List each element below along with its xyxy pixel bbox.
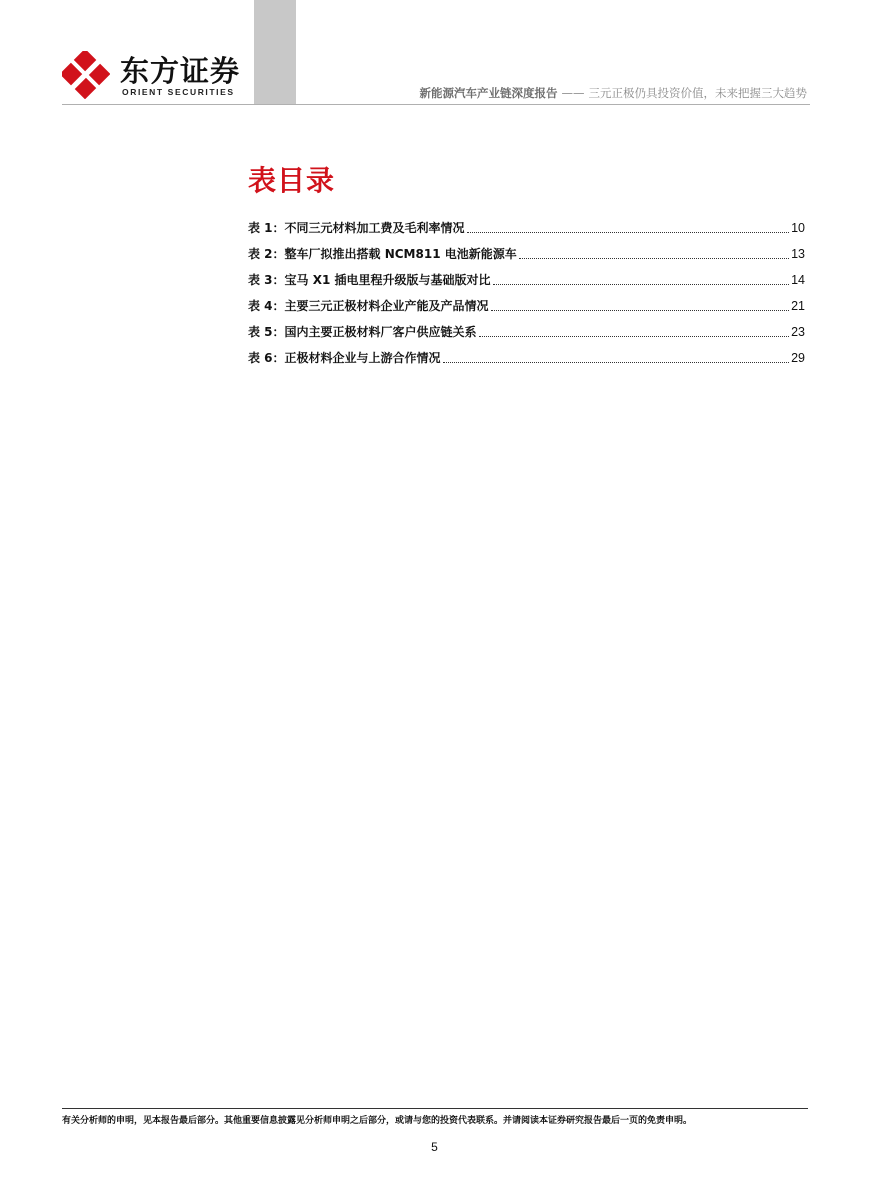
toc-entry-page[interactable]: 14 xyxy=(791,273,805,287)
report-header-title xyxy=(420,86,808,100)
report-subtitle: 三元正极仍具投资价值，未来把握三大趋势 xyxy=(588,86,807,100)
toc-entry[interactable] xyxy=(248,247,805,273)
footer-divider xyxy=(62,1108,808,1109)
toc-entry[interactable] xyxy=(248,351,805,377)
table-of-tables xyxy=(248,221,805,377)
page-number: 5 xyxy=(431,1140,438,1154)
toc-dot-leader xyxy=(467,231,790,233)
toc-entry-label[interactable]: 表 4：主要三元正极材料企业产能及产品情况 xyxy=(248,299,489,313)
toc-entry[interactable] xyxy=(248,299,805,325)
toc-entry-page[interactable]: 10 xyxy=(791,221,805,235)
toc-heading: 表目录 xyxy=(248,164,336,197)
report-title: 新能源汽车产业链深度报告 xyxy=(419,86,558,100)
footer-disclaimer: 有关分析师的申明，见本报告最后部分。其他重要信息披露见分析师申明之后部分，或请与您的投资代表联系。并请阅读本证券研究报告最后一页的免责申明。 xyxy=(62,1116,693,1126)
toc-entry[interactable] xyxy=(248,221,805,247)
toc-dot-leader xyxy=(519,257,789,259)
toc-entry-page[interactable]: 21 xyxy=(791,299,805,313)
header-gray-band xyxy=(254,0,296,104)
toc-dot-leader xyxy=(443,361,790,363)
orient-securities-logo-icon xyxy=(62,51,110,99)
logo-english-text: ORIENT SECURITIES xyxy=(122,87,235,97)
toc-entry[interactable] xyxy=(248,325,805,351)
toc-entry-label[interactable]: 表 5：国内主要正极材料厂客户供应链关系 xyxy=(248,325,477,339)
toc-entry-page[interactable]: 29 xyxy=(791,351,805,365)
logo-chinese-text: 东方证券 xyxy=(120,54,241,88)
toc-entry-label[interactable]: 表 1：不同三元材料加工费及毛利率情况 xyxy=(248,221,465,235)
toc-dot-leader xyxy=(491,309,790,311)
toc-entry[interactable] xyxy=(248,273,805,299)
toc-entry-label[interactable]: 表 3：宝马 X1 插电里程升级版与基础版对比 xyxy=(248,273,491,287)
header-divider xyxy=(62,104,810,105)
toc-entry-page[interactable]: 13 xyxy=(791,247,805,261)
header-dash: —— xyxy=(561,86,585,100)
toc-entry-label[interactable]: 表 2：整车厂拟推出搭载 NCM811 电池新能源车 xyxy=(248,247,517,261)
toc-dot-leader xyxy=(493,283,790,285)
toc-entry-page[interactable]: 23 xyxy=(791,325,805,339)
toc-entry-label[interactable]: 表 6：正极材料企业与上游合作情况 xyxy=(248,351,441,365)
toc-dot-leader xyxy=(479,335,790,337)
